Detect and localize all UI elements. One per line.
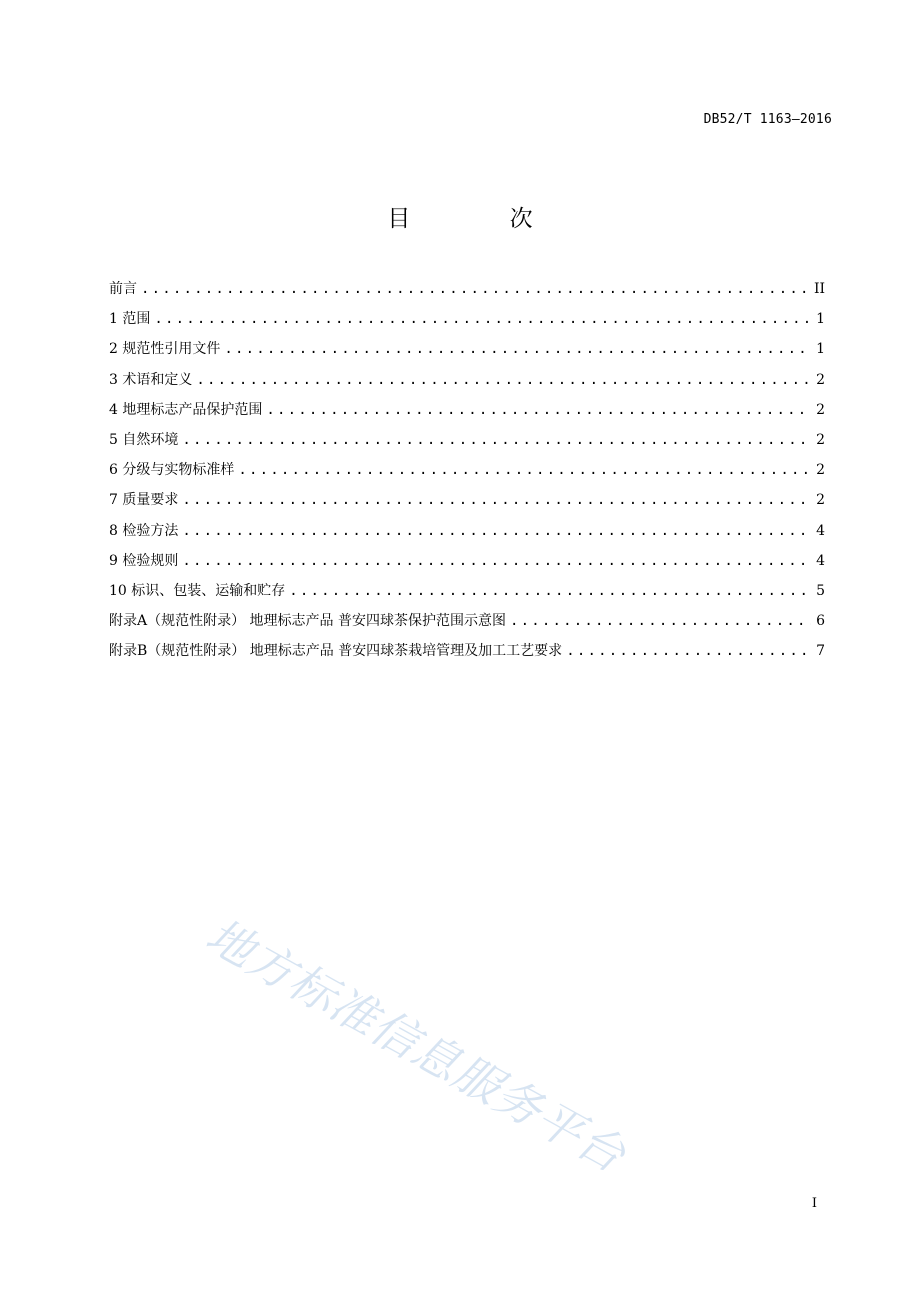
toc-entry-appendix-b[interactable] (109, 640, 825, 670)
toc-leader-dots (224, 341, 811, 357)
toc-entry-page: 2 (816, 431, 825, 448)
toc-leader-dots (154, 311, 811, 327)
toc-entry-terms[interactable] (109, 369, 825, 399)
table-of-contents (109, 278, 825, 670)
toc-leader-dots (182, 432, 811, 448)
toc-entry-page: 2 (816, 492, 825, 509)
toc-entry-label: 前言 (109, 281, 137, 297)
toc-entry-page: 6 (816, 613, 825, 630)
toc-leader-dots (566, 643, 811, 659)
toc-leader-dots (182, 553, 811, 569)
toc-entry-label: 7 质量要求 (109, 492, 179, 509)
toc-entry-environment[interactable] (109, 429, 825, 459)
toc-entry-page: 2 (816, 371, 825, 388)
toc-entry-label: 6 分级与实物标准样 (109, 462, 235, 479)
page-number: I (811, 1196, 817, 1211)
toc-leader-dots (141, 281, 810, 297)
toc-entry-label: 附录B（规范性附录） 地理标志产品 普安四球茶栽培管理及加工工艺要求 (109, 643, 563, 660)
toc-entry-label: 3 术语和定义 (109, 371, 193, 388)
toc-entry-page: 1 (816, 341, 825, 358)
watermark-text: 地方标准信息服务平台 (197, 907, 635, 1183)
toc-entry-page: 5 (816, 582, 825, 599)
toc-entry-label: 9 检验规则 (109, 552, 179, 569)
toc-leader-dots (289, 583, 811, 599)
toc-entry-marking-packaging[interactable] (109, 580, 825, 610)
toc-entry-inspection-rules[interactable] (109, 550, 825, 580)
toc-entry-normative-references[interactable] (109, 338, 825, 368)
toc-entry-label: 5 自然环境 (109, 431, 179, 448)
toc-entry-page: 2 (816, 462, 825, 479)
toc-entry-page: II (813, 281, 825, 297)
toc-leader-dots (182, 492, 811, 508)
toc-entry-appendix-a[interactable] (109, 610, 825, 640)
toc-entry-test-methods[interactable] (109, 520, 825, 550)
document-code: DB52/T 1163—2016 (703, 112, 832, 127)
toc-entry-label: 附录A（规范性附录） 地理标志产品 普安四球茶保护范围示意图 (109, 613, 507, 630)
toc-leader-dots (266, 402, 811, 418)
toc-entry-grading[interactable] (109, 459, 825, 489)
toc-leader-dots (196, 372, 811, 388)
toc-leader-dots (510, 613, 811, 629)
toc-entry-label: 8 检验方法 (109, 522, 179, 539)
toc-entry-page: 4 (816, 552, 825, 569)
toc-entry-label: 2 规范性引用文件 (109, 341, 221, 358)
toc-entry-page: 4 (816, 522, 825, 539)
toc-entry-label: 1 范围 (109, 311, 151, 328)
toc-entry-quality[interactable] (109, 489, 825, 519)
toc-leader-dots (182, 523, 811, 539)
toc-entry-label: 4 地理标志产品保护范围 (109, 401, 263, 418)
toc-entry-foreword[interactable] (109, 278, 825, 308)
toc-entry-scope[interactable] (109, 308, 825, 338)
page-title: 目 次 (387, 206, 579, 232)
toc-entry-protection-scope[interactable] (109, 399, 825, 429)
toc-entry-page: 1 (816, 311, 825, 328)
toc-entry-page: 7 (816, 643, 825, 660)
toc-entry-label: 10 标识、包装、运输和贮存 (109, 582, 286, 599)
toc-entry-page: 2 (816, 401, 825, 418)
toc-leader-dots (238, 462, 811, 478)
